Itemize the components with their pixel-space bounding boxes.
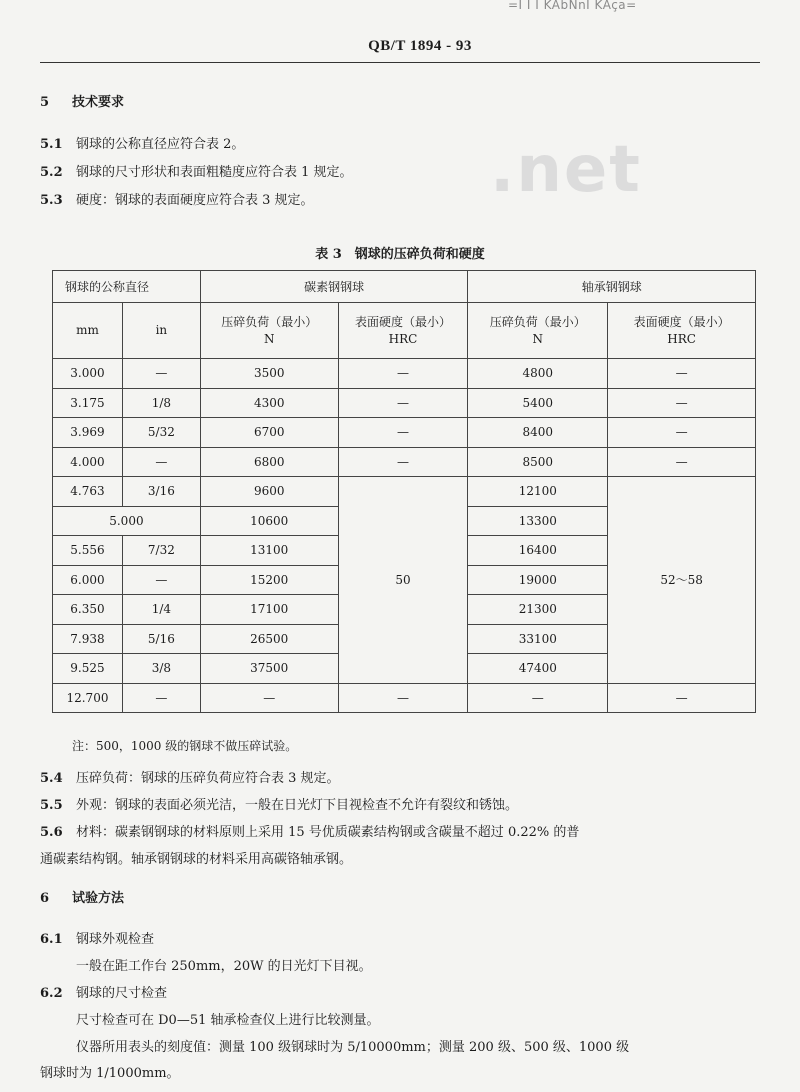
crush-load-unit: N [263, 331, 275, 346]
clause-text: 压碎负荷：钢球的压碎负荷应符合表 3 规定。 [76, 771, 340, 786]
header-diameter: 钢球的公称直径 [53, 271, 201, 303]
cell-carbon-load: 6800 [200, 447, 338, 477]
clause-5-6-continued: 通碳素结构钢。轴承钢钢球的材料采用高碳铬轴承钢。 [40, 852, 353, 867]
cell-bearing-hrc: — [608, 359, 756, 389]
cell-bearing-load: 16400 [468, 536, 608, 566]
section-5-heading [40, 94, 124, 112]
section-title: 试验方法 [72, 891, 125, 906]
cell-mm: 5.556 [53, 536, 123, 566]
cell-bearing-hrc: — [608, 418, 756, 448]
cell-mm: 7.938 [53, 624, 123, 654]
cell-carbon-hrc: — [338, 418, 468, 448]
cell-carbon-load: 26500 [200, 624, 338, 654]
clause-text: 材料：碳素钢钢球的材料原则上采用 15 号优质碳素结构钢或含碳量不超过 0.22% 的普 [76, 825, 580, 840]
header-bearing-hardness [608, 303, 756, 359]
clause-5-3 [40, 192, 314, 210]
cell-carbon-hrc: — [338, 359, 468, 389]
cell-mm: 3.000 [53, 359, 123, 389]
section-title: 技术要求 [72, 95, 125, 110]
cell-bearing-load: 5400 [468, 388, 608, 418]
hardness-label: 表面硬度（最小） [355, 314, 452, 329]
clause-text: 钢球的尺寸形状和表面粗糙度应符合表 1 规定。 [76, 165, 353, 180]
cell-in: 3/8 [122, 654, 200, 684]
clause-5-2 [40, 164, 353, 182]
cell-bearing-load: 12100 [468, 477, 608, 507]
clause-text: 硬度：钢球的表面硬度应符合表 3 规定。 [76, 193, 314, 208]
header-carbon-crush-load [200, 303, 338, 359]
section-number: 5 [40, 95, 50, 110]
cell-carbon-load: 10600 [200, 506, 338, 536]
cell-carbon-load: 4300 [200, 388, 338, 418]
clause-text: 外观：钢球的表面必须光洁，一般在日光灯下目视检查不允许有裂纹和锈蚀。 [76, 798, 519, 813]
cell-carbon-load: 6700 [200, 418, 338, 448]
cell-bearing-hrc: — [608, 683, 756, 713]
cell-mm: 5.000 [53, 506, 201, 536]
cell-in: 1/4 [122, 595, 200, 625]
table-caption: 表 3 钢球的压碎负荷和硬度 [315, 247, 485, 262]
cell-carbon-load: 9600 [200, 477, 338, 507]
cell-in: 3/16 [122, 477, 200, 507]
header-carbon-hardness [338, 303, 468, 359]
cell-bearing-hrc: — [608, 447, 756, 477]
crush-load-label: 压碎负荷（最小） [221, 314, 318, 329]
cell-carbon-load: 37500 [200, 654, 338, 684]
cell-in: — [122, 683, 200, 713]
clause-6-2-text-1: 尺寸检查可在 D0—51 轴承检查仪上进行比较测量。 [76, 1013, 380, 1028]
clause-number: 6.1 [40, 932, 63, 947]
table-note: 注：500，1000 级的钢球不做压碎试验。 [72, 739, 298, 753]
clause-6-2 [40, 985, 167, 1003]
cell-bearing-load: 47400 [468, 654, 608, 684]
crush-load-label: 压碎负荷（最小） [489, 314, 586, 329]
clause-number: 5.2 [40, 165, 63, 180]
cell-bearing-load: 8400 [468, 418, 608, 448]
clause-5-4 [40, 770, 340, 788]
cell-bearing-hrc: — [608, 388, 756, 418]
table-row [53, 683, 756, 713]
clause-number: 5.1 [40, 137, 63, 152]
crush-load-hardness-table [52, 270, 756, 713]
cell-in: 1/8 [122, 388, 200, 418]
cell-carbon-hrc: — [338, 388, 468, 418]
clause-6-2-text-2: 仪器所用表头的刻度值：测量 100 级钢球时为 5/10000mm；测量 200 级、500 级、1000 级 [76, 1040, 630, 1055]
section-6-heading [40, 890, 124, 908]
cell-in: 5/16 [122, 624, 200, 654]
header-bearing-crush-load [468, 303, 608, 359]
document-code: QB/T 1894 - 93 [368, 38, 472, 54]
watermark-text: .net [490, 133, 642, 207]
cell-in: — [122, 359, 200, 389]
header-stamp: =I I I KAbNnI KAça= [508, 0, 637, 12]
hardness-label: 表面硬度（最小） [633, 314, 730, 329]
hardness-unit: HRC [667, 331, 696, 346]
cell-bearing-load: 21300 [468, 595, 608, 625]
cell-carbon-hrc: — [338, 683, 468, 713]
cell-carbon-load: 15200 [200, 565, 338, 595]
clause-6-2-text-3: 钢球时为 1/1000mm。 [40, 1066, 180, 1081]
cell-mm: 12.700 [53, 683, 123, 713]
clause-number: 5.3 [40, 193, 63, 208]
cell-mm: 4.763 [53, 477, 123, 507]
cell-bearing-load: 19000 [468, 565, 608, 595]
clause-6-1 [40, 931, 154, 949]
cell-mm: 9.525 [53, 654, 123, 684]
clause-5-6 [40, 824, 579, 842]
table-row [53, 388, 756, 418]
header-in: in [122, 303, 200, 359]
clause-number: 5.4 [40, 771, 63, 786]
clause-text: 钢球的公称直径应符合表 2。 [76, 137, 245, 152]
cell-bearing-load: 8500 [468, 447, 608, 477]
header-bearing-steel: 轴承钢钢球 [468, 271, 756, 303]
cell-mm: 6.350 [53, 595, 123, 625]
clause-number: 6.2 [40, 986, 63, 1001]
cell-bearing-hrc-merged: 52～58 [608, 477, 756, 684]
clause-number: 5.6 [40, 825, 63, 840]
cell-in: 7/32 [122, 536, 200, 566]
cell-bearing-load: 4800 [468, 359, 608, 389]
cell-carbon-load: 3500 [200, 359, 338, 389]
table-row [53, 418, 756, 448]
clause-5-1 [40, 136, 244, 154]
cell-carbon-load: — [200, 683, 338, 713]
clause-5-5 [40, 797, 518, 815]
hardness-unit: HRC [388, 331, 418, 346]
cell-mm: 3.969 [53, 418, 123, 448]
table-row [53, 477, 756, 507]
table-row [53, 447, 756, 477]
clause-title: 钢球的尺寸检查 [76, 986, 168, 1001]
clause-title: 钢球外观检查 [76, 932, 155, 947]
cell-mm: 6.000 [53, 565, 123, 595]
crush-load-unit: N [532, 331, 544, 346]
header-mm: mm [53, 303, 123, 359]
cell-mm: 3.175 [53, 388, 123, 418]
cell-bearing-load: 13300 [468, 506, 608, 536]
cell-carbon-load: 17100 [200, 595, 338, 625]
table-row [53, 359, 756, 389]
cell-mm: 4.000 [53, 447, 123, 477]
section-number: 6 [40, 891, 50, 906]
clause-number: 5.5 [40, 798, 63, 813]
cell-bearing-load: 33100 [468, 624, 608, 654]
header-carbon-steel: 碳素钢钢球 [200, 271, 468, 303]
clause-6-1-text: 一般在距工作台 250mm，20W 的日光灯下目视。 [76, 959, 372, 974]
header-rule [40, 62, 760, 63]
cell-in: 5/32 [122, 418, 200, 448]
cell-in: — [122, 565, 200, 595]
cell-in: — [122, 447, 200, 477]
cell-carbon-hrc: — [338, 447, 468, 477]
cell-carbon-hrc-merged: 50 [338, 477, 468, 684]
cell-bearing-load: — [468, 683, 608, 713]
cell-carbon-load: 13100 [200, 536, 338, 566]
